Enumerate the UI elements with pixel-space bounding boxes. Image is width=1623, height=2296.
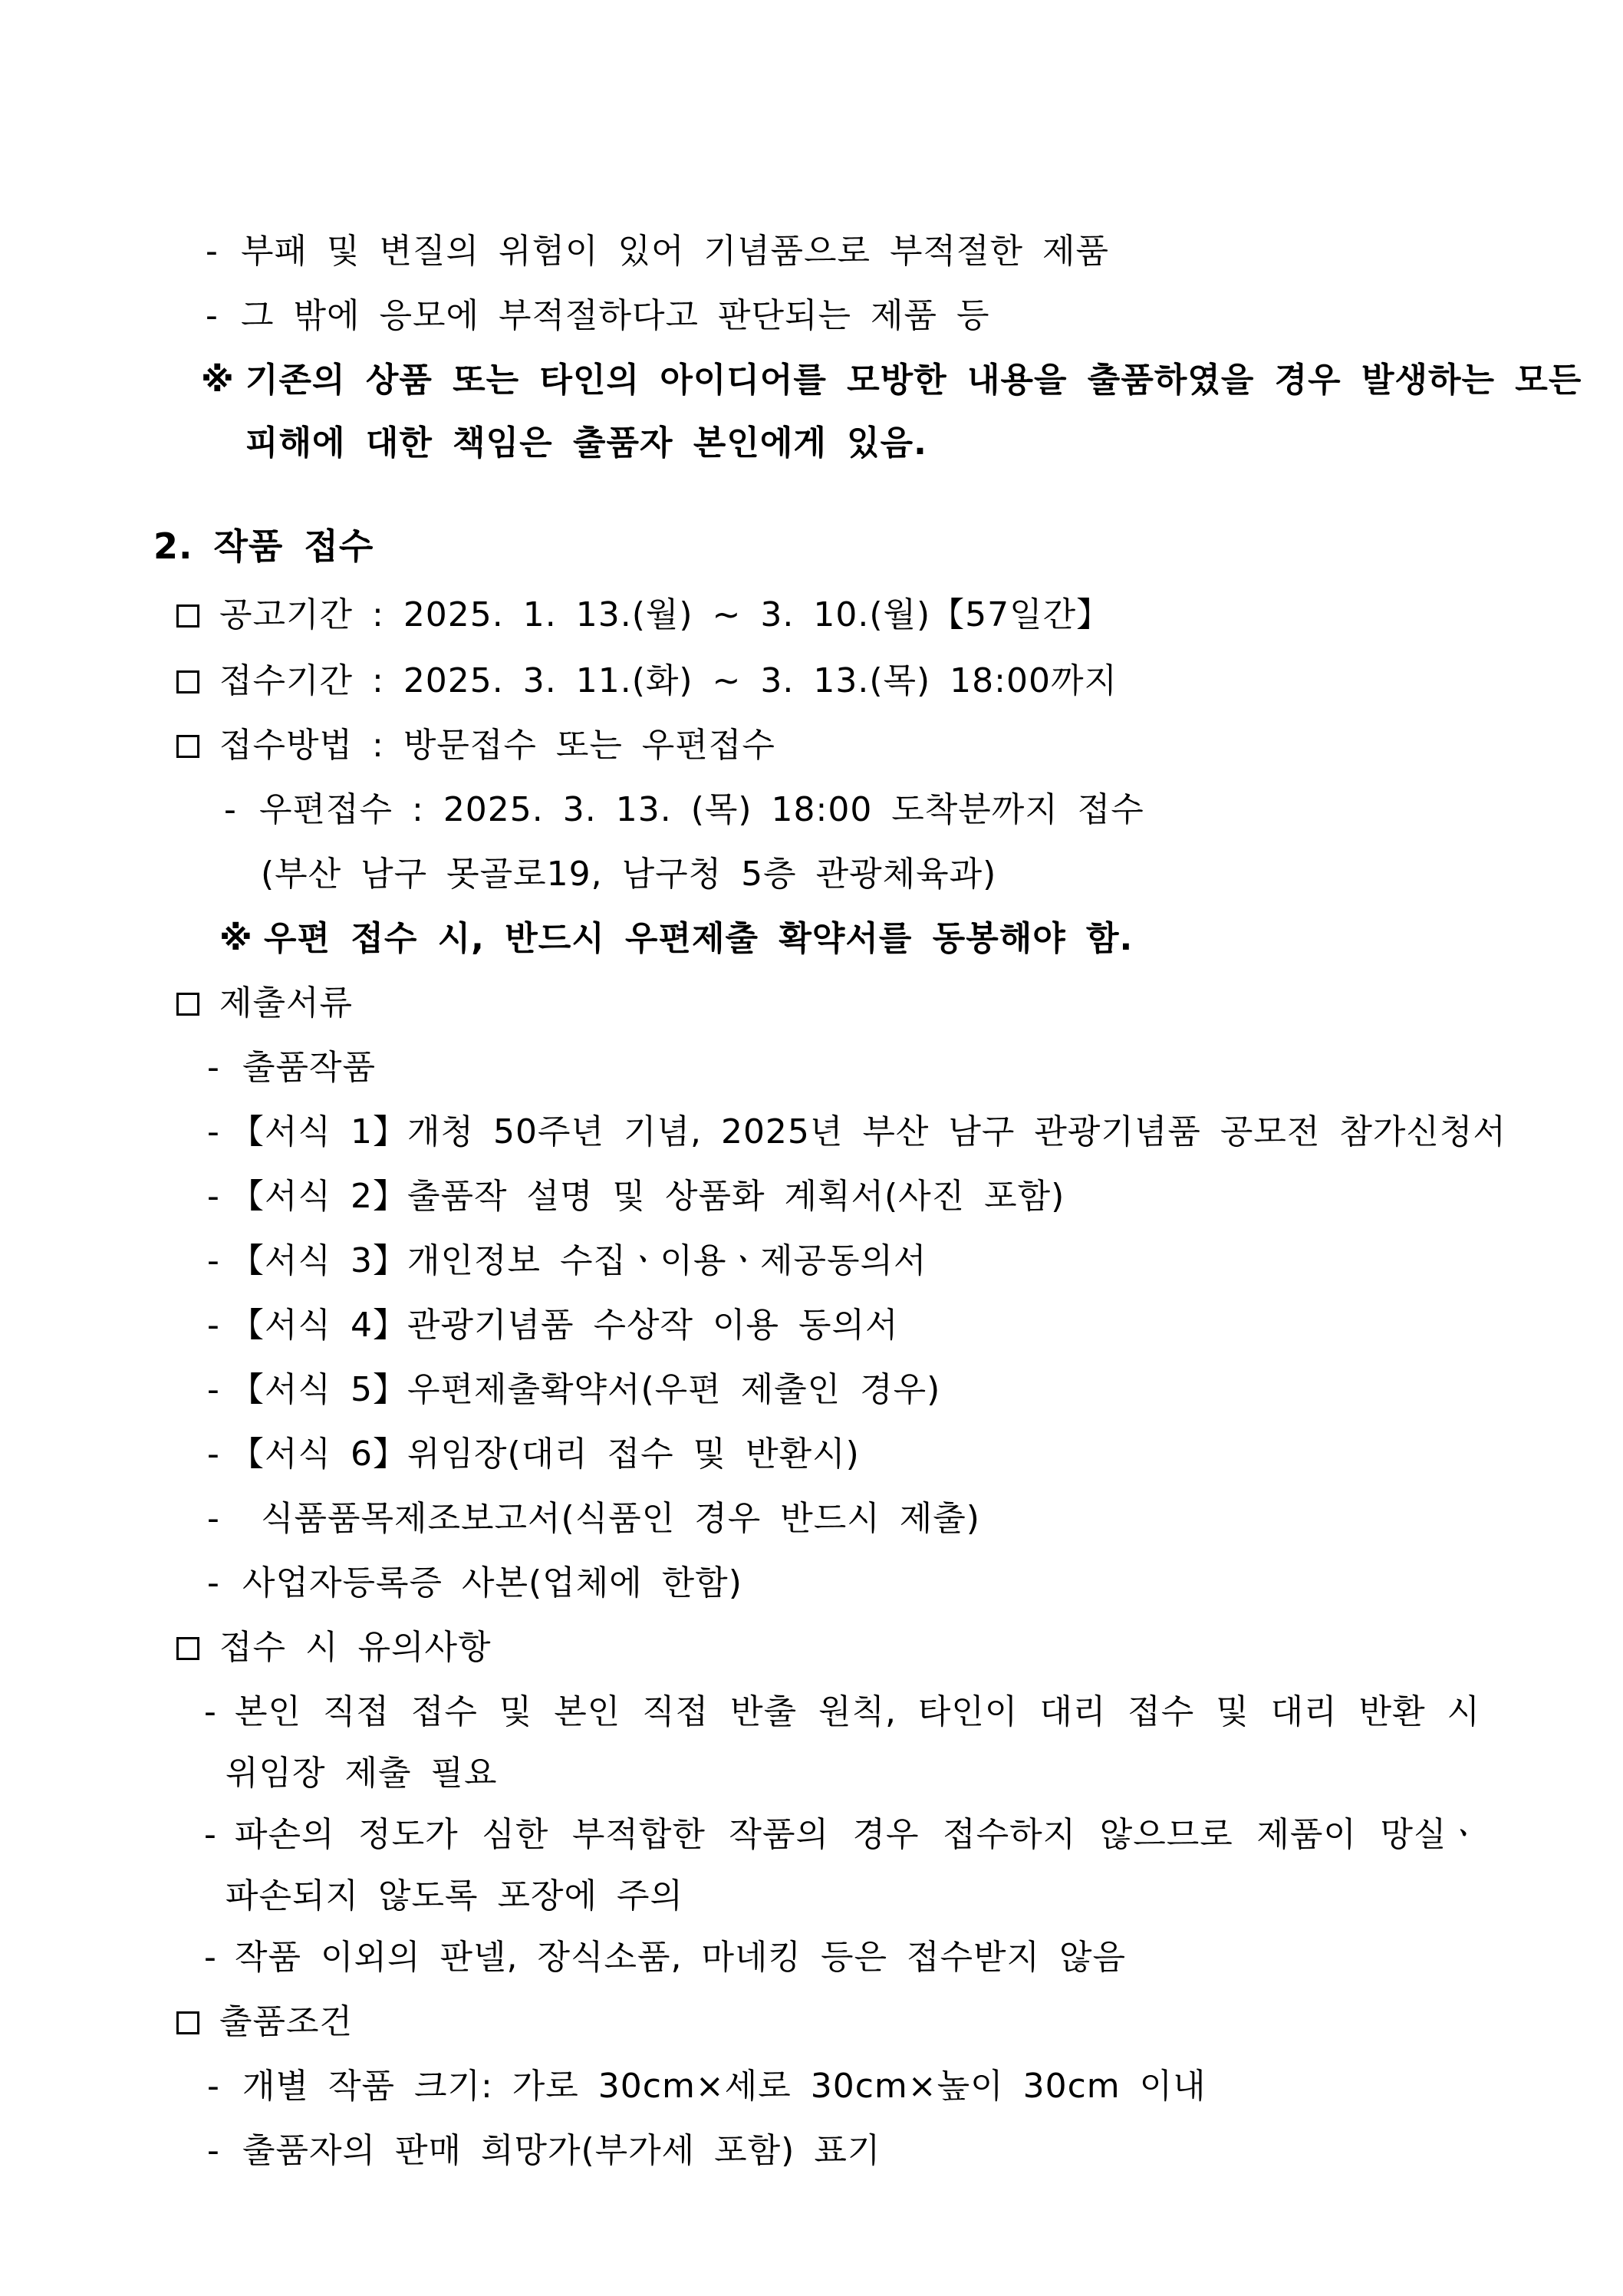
notice-line: ※ 기존의 상품 또는 타인의 아이디어를 모방한 내용을 출품하였을 경우 발생하는 모든 bbox=[201, 361, 1582, 400]
list-item: - 【서식 5】우편제출확약서(우편 제출인 경우) bbox=[207, 1370, 941, 1409]
list-item: - 【서식 4】관광기념품 수상작 이용 동의서 bbox=[207, 1306, 899, 1345]
list-item: - 사업자등록증 사본(업체에 한함) bbox=[207, 1563, 742, 1603]
list-item: - 【서식 6】위임장(대리 접수 및 반환시) bbox=[207, 1435, 860, 1474]
list-item-continuation: 파손되지 않도록 포장에 주의 bbox=[226, 1876, 684, 1916]
list-item-continuation: 위임장 제출 필요 bbox=[226, 1754, 498, 1793]
checkbox-icon bbox=[176, 2011, 199, 2034]
checkbox-item-receipt-period: 접수기간 : 2025. 3. 11.(화) ~ 3. 13.(목) 18:00까지 bbox=[176, 658, 1118, 704]
list-item: - 부패 및 변질의 위험이 있어 기념품으로 부적절한 제품 bbox=[206, 232, 1109, 271]
list-item: - 본인 직접 접수 및 본인 직접 반출 원칙, 타인이 대리 접수 및 대리 반환 시 bbox=[204, 1692, 1480, 1731]
list-item: - 【서식 3】개인정보 수집ㆍ이용ㆍ제공동의서 bbox=[207, 1241, 927, 1280]
list-item: - 출품자의 판매 희망가(부가세 포함) 표기 bbox=[207, 2131, 881, 2170]
checkbox-item-public-period: 공고기간 : 2025. 1. 13.(월) ~ 3. 10.(월)【57일간】 bbox=[176, 592, 1111, 638]
checkbox-item-method: 접수방법 : 방문접수 또는 우편접수 bbox=[176, 723, 775, 769]
list-item: - 작품 이외의 판넬, 장식소품, 마네킹 등은 접수받지 않음 bbox=[204, 1938, 1126, 1977]
list-item: - 【서식 2】출품작 설명 및 상품화 계획서(사진 포함) bbox=[207, 1177, 1065, 1216]
checkbox-icon bbox=[176, 993, 199, 1016]
checkbox-item-documents: 제출서류 bbox=[176, 980, 353, 1026]
list-item: - 우편접수 : 2025. 3. 13. (목) 18:00 도착분까지 접수 bbox=[224, 790, 1144, 829]
list-item: - 출품작품 bbox=[207, 1048, 377, 1087]
list-item: - 파손의 정도가 심한 부적합한 작품의 경우 접수하지 않으므로 제품이 망실ㆍ bbox=[204, 1815, 1480, 1854]
checkbox-item-conditions: 출품조건 bbox=[176, 1999, 353, 2045]
checkbox-item-cautions: 접수 시 유의사항 bbox=[176, 1625, 492, 1671]
address-line: (부산 남구 못골로19, 남구청 5층 관광체육과) bbox=[261, 855, 997, 894]
list-item: - 그 밖에 응모에 부적절하다고 판단되는 제품 등 bbox=[206, 296, 990, 335]
checkbox-icon bbox=[176, 735, 199, 758]
section-title: 2. 작품 접수 bbox=[153, 525, 374, 567]
list-item: - 【서식 1】개청 50주년 기념, 2025년 부산 남구 관광기념품 공모전 참가신청서 bbox=[207, 1112, 1506, 1151]
notice-line: 피해에 대한 책임은 출품자 본인에게 있음. bbox=[245, 423, 927, 463]
list-item: - 식품품목제조보고서(식품인 경우 반드시 제출) bbox=[207, 1499, 980, 1538]
checkbox-icon bbox=[176, 670, 199, 693]
list-item: - 개별 작품 크기: 가로 30cm×세로 30cm×높이 30cm 이내 bbox=[207, 2067, 1207, 2106]
checkbox-icon bbox=[176, 1637, 199, 1660]
notice-line: ※ 우편 접수 시, 반드시 우편제출 확약서를 동봉해야 함. bbox=[219, 919, 1134, 958]
checkbox-icon bbox=[176, 604, 199, 628]
